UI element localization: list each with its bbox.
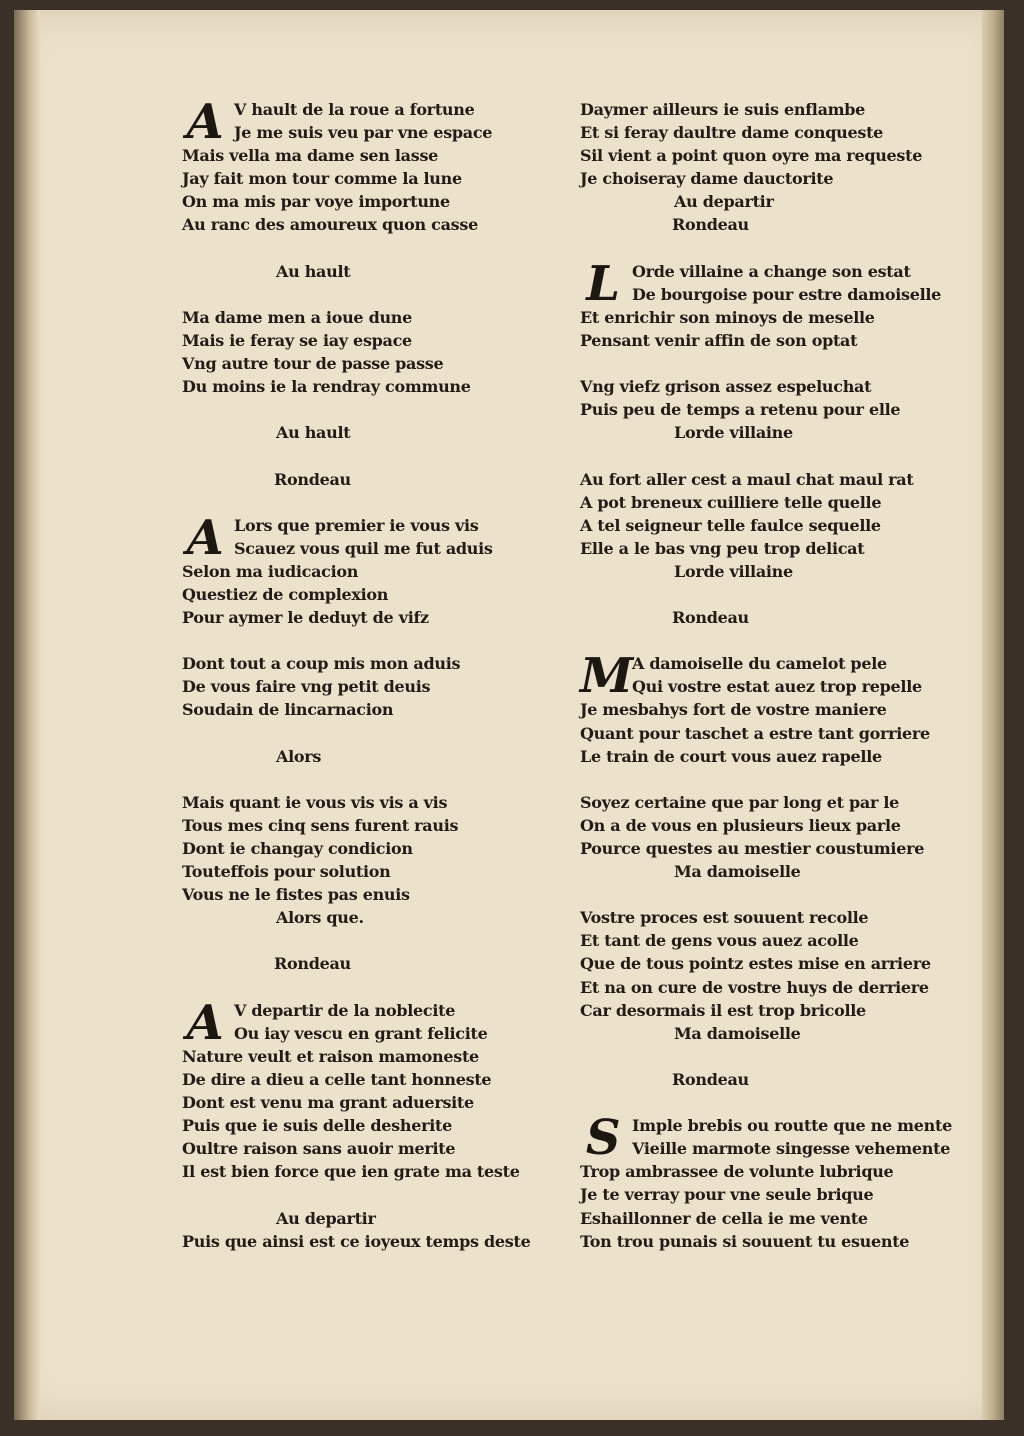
verse-line: Que de tous pointz estes mise en arriere bbox=[580, 954, 931, 974]
verse-line: Vng autre tour de passe passe bbox=[182, 354, 444, 374]
left-column bbox=[182, 94, 542, 1253]
verse-line: Vous ne le fistes pas enuis bbox=[182, 885, 410, 905]
verse-line: Sil vient a point quon oyre ma requeste bbox=[580, 146, 923, 166]
verse-line: Dont est venu ma grant aduersite bbox=[182, 1093, 474, 1113]
verse-line: Ma dame men a ioue dune bbox=[182, 307, 412, 327]
verse-line: Dont ie changay condicion bbox=[182, 839, 413, 858]
verse-line: Puis que ie suis delle desherite bbox=[182, 1116, 452, 1136]
verse-line: A pot breneux cuilliere telle quelle bbox=[580, 492, 882, 512]
verse-line: Eshaillonner de cella ie me vente bbox=[580, 1208, 868, 1228]
verse-line: Nature veult et raison mamoneste bbox=[182, 1046, 479, 1066]
verse-line: Mais ie feray se iay espace bbox=[182, 330, 412, 350]
verse-line: Selon ma iudicacion bbox=[182, 561, 359, 581]
verse-line: Trop ambrassee de volunte lubrique bbox=[580, 1162, 894, 1182]
decorated-initial: A bbox=[186, 94, 224, 150]
verse-line: Pour aymer le deduyt de vifz bbox=[182, 608, 429, 628]
verse-line: De bourgoise pour estre damoiselle bbox=[632, 284, 942, 304]
verse-line: Jay fait mon tour comme la lune bbox=[182, 169, 462, 189]
page-edge bbox=[982, 10, 1004, 1420]
verse-line: A damoiselle du camelot pele bbox=[632, 654, 887, 674]
verse-line: Puis que ainsi est ce ioyeux temps deste bbox=[182, 1231, 531, 1251]
verse-line: Pource questes au mestier coustumiere bbox=[580, 839, 925, 858]
verse-line: Et si feray daultre dame conqueste bbox=[580, 123, 884, 143]
verse-line: Mais vella ma dame sen lasse bbox=[182, 146, 439, 166]
poem-stanza bbox=[182, 509, 542, 629]
verse-line: On a de vous en plusieurs lieux parle bbox=[580, 815, 901, 835]
verse-line: Vieille marmote singesse vehemente bbox=[632, 1139, 951, 1159]
section-heading: Rondeau bbox=[672, 1069, 749, 1089]
verse-line: Et enrichir son minoys de meselle bbox=[580, 307, 875, 327]
verse-line: Soyez certaine que par long et par le bbox=[580, 792, 900, 812]
refrain: Alors bbox=[276, 746, 322, 766]
refrain: Au departir bbox=[674, 192, 774, 212]
verse-line: V departir de la noblecite bbox=[234, 1000, 456, 1020]
poem-stanza bbox=[182, 994, 542, 1184]
section-heading: Rondeau bbox=[672, 608, 749, 628]
refrain: Lorde villaine bbox=[674, 423, 793, 443]
poem-stanza bbox=[580, 1110, 960, 1253]
decorated-initial: A bbox=[186, 509, 224, 566]
verse-line: Car desormais il est trop bricolle bbox=[580, 1000, 866, 1020]
verse-line: Mais quant ie vous vis vis a vis bbox=[182, 792, 448, 812]
verse-line: Et tant de gens vous auez acolle bbox=[580, 931, 859, 951]
refrain: Au hault bbox=[276, 261, 351, 281]
verse-line: Scauez vous quil me fut aduis bbox=[234, 538, 493, 558]
verse-line: De dire a dieu a celle tant honneste bbox=[182, 1069, 492, 1089]
verse-line: Quant pour taschet a estre tant gorriere bbox=[580, 723, 930, 743]
refrain: Lorde villaine bbox=[674, 561, 793, 581]
poem-stanza bbox=[182, 94, 542, 237]
verse-line: Ou iay vescu en grant felicite bbox=[234, 1023, 488, 1043]
verse-line: Vostre proces est souuent recolle bbox=[580, 908, 869, 928]
refrain: Ma damoiselle bbox=[674, 862, 801, 882]
verse-line: V hault de la roue a fortune bbox=[234, 100, 475, 119]
verse-line: Au ranc des amoureux quon casse bbox=[182, 215, 478, 235]
refrain: Au hault bbox=[276, 423, 351, 443]
book-page bbox=[14, 10, 1004, 1420]
verse-line: Je me suis veu par vne espace bbox=[234, 123, 493, 143]
verse-line: Il est bien force que ien grate ma teste bbox=[182, 1162, 520, 1182]
verse-line: Je mesbahys fort de vostre maniere bbox=[580, 700, 887, 720]
verse-line: Dont tout a coup mis mon aduis bbox=[182, 654, 461, 674]
verse-line: Oultre raison sans auoir merite bbox=[182, 1139, 456, 1159]
decorated-initial: S bbox=[585, 1110, 621, 1167]
verse-line: Au fort aller cest a maul chat maul rat bbox=[580, 469, 914, 489]
verse-line: Daymer ailleurs ie suis enflambe bbox=[580, 100, 866, 119]
refrain: Alors que. bbox=[276, 908, 364, 928]
refrain: Ma damoiselle bbox=[674, 1023, 801, 1043]
verse-line: Le train de court vous auez rapelle bbox=[580, 746, 882, 766]
poem-stanza bbox=[580, 648, 960, 767]
right-column bbox=[580, 98, 960, 1253]
verse-line: Imple brebis ou routte que ne mente bbox=[632, 1116, 952, 1136]
verse-line: Vng viefz grison assez espeluchat bbox=[580, 377, 872, 397]
verse-line: Soudain de lincarnacion bbox=[182, 700, 394, 720]
section-heading: Rondeau bbox=[274, 469, 351, 489]
verse-line: Elle a le bas vng peu trop delicat bbox=[580, 538, 865, 558]
verse-line: Questiez de complexion bbox=[182, 584, 389, 604]
decorated-initial: A bbox=[186, 994, 224, 1051]
section-heading: Rondeau bbox=[672, 215, 749, 235]
section-heading: Rondeau bbox=[274, 954, 351, 974]
verse-line: Lors que premier ie vous vis bbox=[234, 515, 479, 535]
verse-line: De vous faire vng petit deuis bbox=[182, 677, 431, 697]
verse-line: Je te verray pour vne seule brique bbox=[580, 1185, 874, 1205]
verse-line: Qui vostre estat auez trop repelle bbox=[632, 677, 922, 697]
verse-line: Et na on cure de vostre huys de derriere bbox=[580, 977, 929, 997]
verse-line: Tous mes cinq sens furent rauis bbox=[182, 815, 459, 835]
verse-line: Du moins ie la rendray commune bbox=[182, 377, 471, 397]
verse-line: Pensant venir affin de son optat bbox=[580, 330, 858, 350]
verse-line: Puis peu de temps a retenu pour elle bbox=[580, 400, 901, 420]
verse-line: Touteffois pour solution bbox=[182, 862, 391, 882]
refrain: Au departir bbox=[276, 1208, 376, 1228]
decorated-initial: L bbox=[586, 255, 620, 312]
verse-line: Je choiseray dame dauctorite bbox=[580, 169, 834, 189]
verse-line: On ma mis par voye importune bbox=[182, 192, 450, 212]
page-binding bbox=[14, 10, 40, 1420]
poem-stanza bbox=[580, 255, 960, 352]
verse-line: Ton trou punais si souuent tu esuente bbox=[580, 1231, 910, 1251]
verse-line: Orde villaine a change son estat bbox=[632, 261, 911, 281]
verse-line: A tel seigneur telle faulce sequelle bbox=[580, 515, 881, 535]
decorated-initial: M bbox=[580, 648, 633, 705]
